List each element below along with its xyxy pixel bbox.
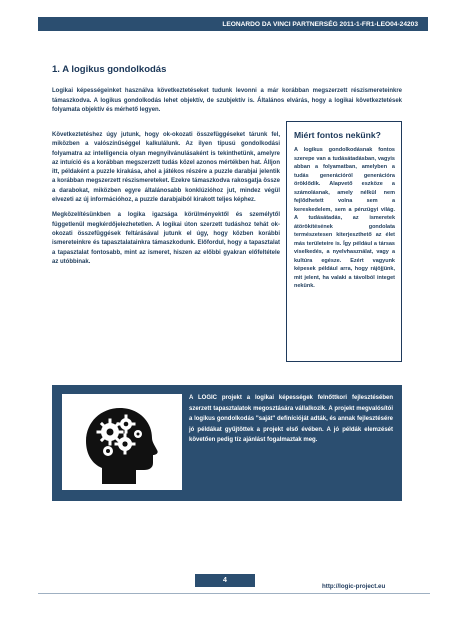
- footer-divider: [38, 593, 430, 594]
- sidebar-title: Miért fontos nekünk?: [294, 130, 381, 140]
- body-paragraph-2: Megközelítésünkben a logika igazsága körülményektől és személytől függetlenül megkérdőjelezhetetlen. A logikai úton szerzett tudáshoz tehát ok-okozati összefüggések feltárásával jutunk el úgy, hogy közben korábbi ismereteinkre és tapasztalatainkra támaszkodunk. Előfordul, hogy a tapasztalat a tapasztalat fontosabb, mint az ismeret, hiszen az előbbi gyakran előfeltétele az utóbbinak.: [52, 212, 280, 265]
- head-with-gears-graphic: [62, 394, 182, 490]
- project-banner: [52, 385, 402, 501]
- page-number: 4: [195, 574, 255, 587]
- intro-paragraph: Logikai képességeinket használva következtetéseket tudunk levonni a már korábban megszerzett részismereteinkre támaszkodva. A logikus gondolkodás lehet objektív, de szubjektív is. Általános elvárás, hogy a logikai következtetések folyamata objektív és mérhető legyen.: [52, 88, 402, 113]
- head-with-gears-icon: [62, 394, 182, 490]
- header-title: LEONARDO DA VINCI PARTNERSÉG 2011-1-FR1-LEO04-24203: [222, 20, 418, 28]
- document-header: [38, 17, 428, 31]
- sidebar-box: [286, 121, 402, 362]
- sidebar-body: A logikus gondolkodásnak fontos szerepe van a tudásátadásban, vagyis abban a folyamatban, amelyben a tudás generációról generációra öröklődik. Alapvető eszköze a számolásnak, amely nélkül nem fejlődhetett volna sem a kereskedelem, sem a pénzügyi világ. A tudásátadás, az ismeretek átörökítésének gondolata természetesen kiterjeszthető az élet más területeire is. Így például a társas viselkedés, a nyelvhasználat, vagy a kultúra egésze. Ezért vagyunk képesek például arra, hogy rájöjjünk, mit jelent, ha valaki a távolból integet nekünk.: [294, 147, 395, 289]
- body-paragraph-1: Következtetéshez úgy jutunk, hogy ok-okozati összefüggéseket tárunk fel, miközben a valószínűséggel kalkulálunk. Az ilyen típusú gondolkodási folyamatra az intelligencia olyan megnyilvánulásaként is tekinthetünk, amelyre az intuíció és a korábban megszerzett tudás közel azonos mértékben hat. Álljon itt, példaként a puzzle kirakása, ahol a játékos részére a puzzle darabjai jelentik a korábban megszerzett részismereteket. Ezekre támaszkodva rakosgatja össze a darabokat, miközben egyre általánosabb konklúzióhoz jut, mindez végül elvezeti az új információhoz, a puzzle darabjaiból kirakott teljes képhez.: [52, 132, 280, 204]
- main-column: [52, 131, 280, 273]
- footer-url[interactable]: http://logic-project.eu: [322, 583, 386, 590]
- section-title: 1. A logikus gondolkodás: [52, 64, 167, 75]
- banner-text: A LOGIC projekt a logikai képességek felnőttkori fejlesztésében szerzett tapasztalatok megosztására vállalkozik. A projekt megvalósítói a logikus gondolkodás "saját" definícióját adták, és annak fejlesztésére jó példákat gyűjtöttek a projekt első évében. A jó példák elemzését követően pedig tíz ajánlást fogalmaztak meg.: [189, 395, 393, 444]
